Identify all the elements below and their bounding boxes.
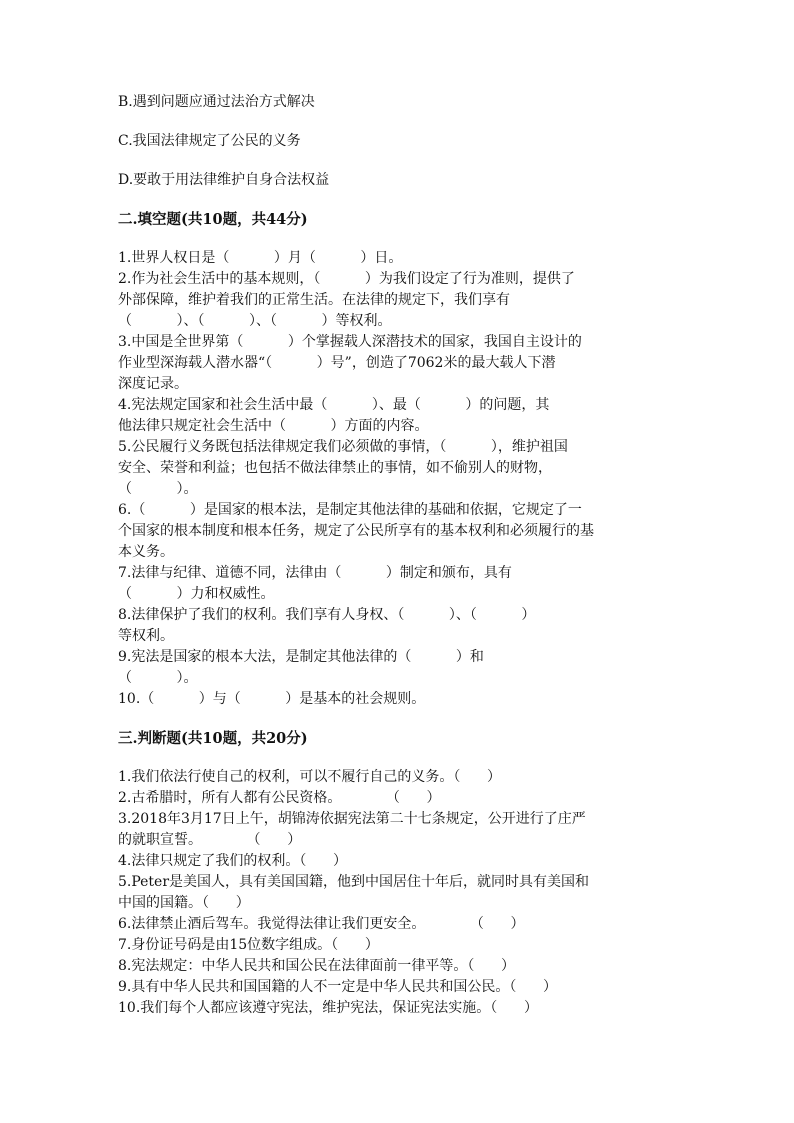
- judge-question-10: 10.我们每个人都应该遵守宪法，维护宪法，保证宪法实施。（ ）: [118, 1000, 538, 1016]
- fill-question-5: 5.公民履行义务既包括法律规定我们必须做的事情，（ ），维护祖国 安全、荣誉和利益；也包括不做法律禁止的事情，如不偷别人的财物， （ ）。: [118, 439, 568, 497]
- judge-question-3: 3.2018年3月17日上午，胡锦涛依据宪法第二十七条规定，公开进行了庄严 的就职宣誓。 （ ）: [118, 811, 586, 848]
- judge-question-9: 9.具有中华人民共和国国籍的人不一定是中华人民共和国公民。（ ）: [118, 979, 558, 995]
- judge-section-title: 三.判断题(共10题，共20分): [118, 730, 308, 747]
- judge-question-4: 4.法律只规定了我们的权利。（ ）: [118, 853, 348, 869]
- fill-question-7: 7.法律与纪律、道德不同，法律由（ ）制定和颁布，具有 （ ）力和权威性。: [118, 565, 512, 602]
- judge-question-1: 1.我们依法行使自己的权利，可以不履行自己的义务。（ ）: [118, 769, 502, 785]
- judge-question-7: 7.身份证号码是由15位数字组成。（ ）: [118, 937, 379, 953]
- fill-question-3: 3.中国是全世界第（ ）个掌握载人深潜技术的国家，我国自主设计的 作业型深海载人潜水器“（ ）号”，创造了7062米的最大载人下潜 深度记录。: [118, 334, 582, 392]
- fill-question-list: [118, 248, 680, 710]
- fill-question-8: 8.法律保护了我们的权利。我们享有人身权、（ ）、（ ） 等权利。: [118, 607, 536, 644]
- fill-section-title: 二.填空题(共10题，共44分): [118, 211, 308, 228]
- judge-question-list: [118, 767, 680, 1019]
- option-b: B.遇到问题应通过法治方式解决: [118, 94, 315, 110]
- fill-question-9: 9.宪法是国家的根本大法，是制定其他法律的（ ）和 （ ）。: [118, 649, 484, 686]
- fill-question-10: 10.（ ）与（ ）是基本的社会规则。: [118, 691, 426, 707]
- judge-question-2: 2.古希腊时，所有人都有公民资格。 （ ）: [118, 790, 441, 806]
- document-content: [118, 92, 680, 1037]
- judge-question-5: 5.Peter是美国人，具有美国国籍，他到中国居住十年后，就同时具有美国和 中国的国籍。（ ）: [118, 874, 590, 911]
- option-d: D.要敢于用法律维护自身合法权益: [118, 172, 330, 188]
- fill-question-4: 4.宪法规定国家和社会生活中最（ ）、最（ ）的问题，其 他法律只规定社会生活中（ ）方面的内容。: [118, 397, 550, 434]
- fill-question-6: 6.（ ）是国家的根本法，是制定其他法律的基础和依据，它规定了一 个国家的根本制度和根本任务，规定了公民所享有的基本权利和必须履行的基 本义务。: [118, 502, 594, 560]
- fill-question-2: 2.作为社会生活中的基本规则，（ ）为我们设定了行为准则，提供了 外部保障，维护着我们的正常生活。在法律的规定下，我们享有 （ ）、（ ）、（ ）等权利。: [118, 271, 575, 329]
- fill-question-1: 1.世界人权日是（ ）月（ ）日。: [118, 250, 403, 266]
- choice-options: [118, 92, 680, 190]
- option-c: C.我国法律规定了公民的义务: [118, 133, 301, 149]
- judge-question-6: 6.法律禁止酒后驾车。我觉得法律让我们更安全。 （ ）: [118, 916, 525, 932]
- judge-question-8: 8.宪法规定：中华人民共和国公民在法律面前一律平等。（ ）: [118, 958, 516, 974]
